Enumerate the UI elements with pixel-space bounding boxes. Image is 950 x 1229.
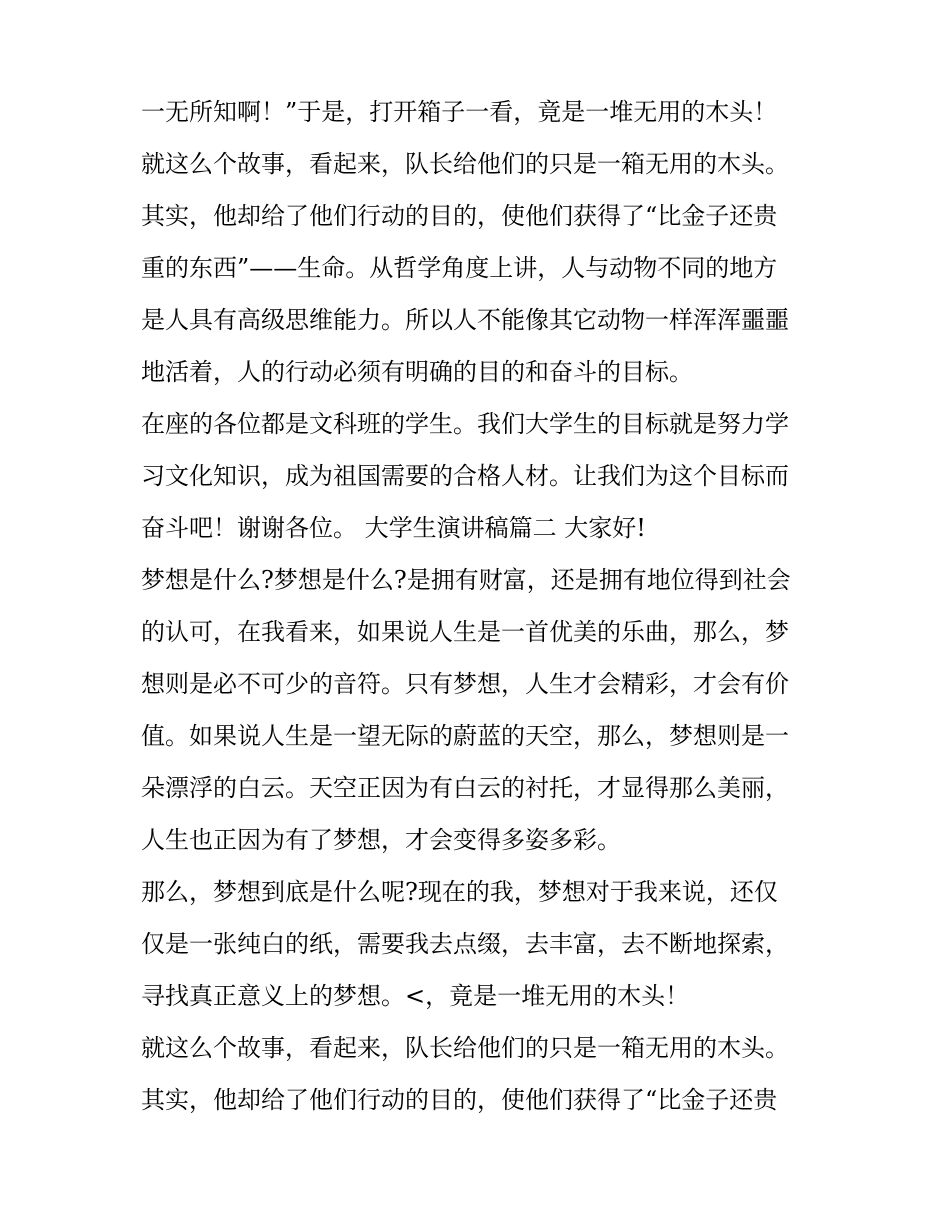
text-line: 习文化知识，成为祖国需要的合格人材。让我们为这个目标而: [141, 462, 789, 490]
text-line: 寻找真正意义上的梦想。<，竟是一堆无用的木头！: [141, 982, 690, 1010]
text-line: 其实，他却给了他们行动的目的，使他们获得了“比金子还贵: [141, 202, 778, 230]
text-line: 一无所知啊！”于是，打开箱子一看，竟是一堆无用的木头！: [141, 98, 778, 126]
text-line: 朵漂浮的白云。天空正因为有白云的衬托，才显得那么美丽，: [141, 774, 789, 802]
text-line: 梦想是什么?梦想是什么?是拥有财富，还是拥有地位得到社会: [141, 566, 791, 594]
text-line: 仅是一张纯白的纸，需要我去点缀，去丰富，去不断地探索，: [141, 930, 789, 958]
text-line: 就这么个故事，看起来，队长给他们的只是一箱无用的木头。: [141, 150, 789, 178]
text-line: 地活着，人的行动必须有明确的目的和奋斗的目标。: [141, 358, 693, 386]
text-line: 是人具有高级思维能力。所以人不能像其它动物一样浑浑噩噩: [141, 306, 789, 334]
text-line: 就这么个故事，看起来，队长给他们的只是一箱无用的木头。: [141, 1034, 789, 1062]
text-line: 在座的各位都是文科班的学生。我们大学生的目标就是努力学: [141, 410, 789, 438]
text-line: 奋斗吧！谢谢各位。 大学生演讲稿篇二 大家好!: [141, 514, 646, 542]
text-line: 的认可，在我看来，如果说人生是一首优美的乐曲，那么，梦: [141, 618, 789, 646]
text-line: 人生也正因为有了梦想，才会变得多姿多彩。: [141, 826, 621, 854]
text-line: 其实，他却给了他们行动的目的，使他们获得了“比金子还贵: [141, 1086, 778, 1114]
text-line: 重的东西”——生命。从哲学角度上讲，人与动物不同的地方: [141, 254, 778, 282]
document-body: [141, 86, 821, 1126]
text-line: 那么，梦想到底是什么呢?现在的我，梦想对于我来说，还仅: [141, 878, 778, 906]
text-line: 想则是必不可少的音符。只有梦想，人生才会精彩，才会有价: [141, 670, 789, 698]
text-line: 值。如果说人生是一望无际的蔚蓝的天空，那么，梦想则是一: [141, 722, 789, 750]
